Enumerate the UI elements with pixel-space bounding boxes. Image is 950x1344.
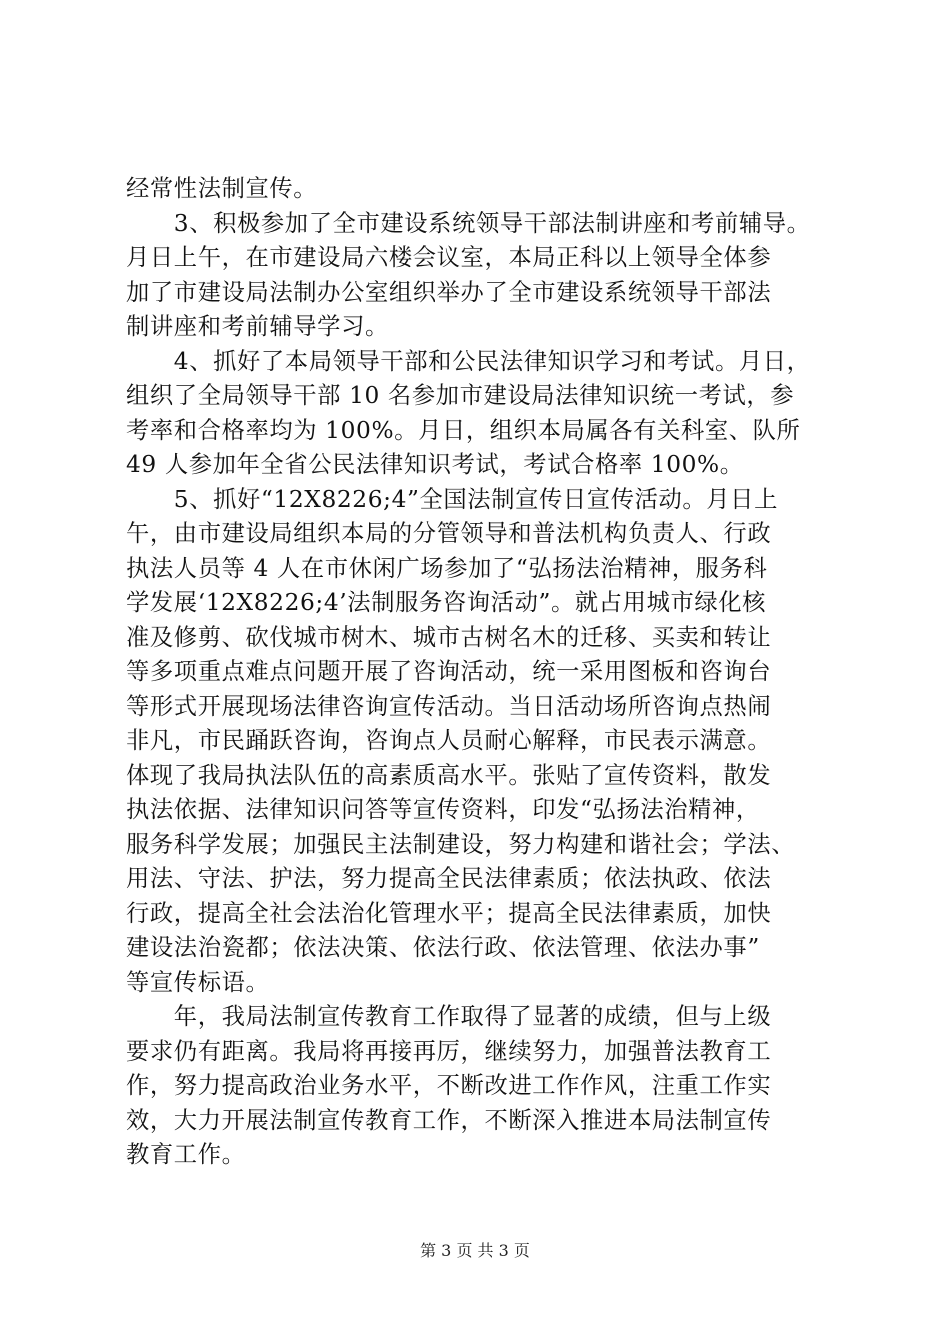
text-line: 建设法治瓷都；依法决策、依法行政、依法管理、依法办事” (126, 934, 760, 961)
text-line: 服务科学发展；加强民主法制建设，努力构建和谐社会；学法、 (126, 830, 796, 858)
text-line: 组织了全局领导干部 10 名参加市建设局法律知识统一考试，参 (126, 382, 795, 409)
text-line: 考率和合格率均为 100%。月日，组织本局属各有关科室、队所 (126, 416, 801, 444)
text-line: 学发展‘12X8226;4’法制服务咨询活动”。就占用城市绿化核 (126, 589, 767, 616)
text-line: 等多项重点难点问题开展了咨询活动，统一采用图板和咨询台 (126, 658, 772, 685)
text-line: 49 人参加年全省公民法律知识考试，考试合格率 100%。 (126, 451, 744, 478)
text-line: 等形式开展现场法律咨询宣传活动。当日活动场所咨询点热闹 (126, 692, 772, 720)
text-line: 教育工作。 (126, 1141, 246, 1168)
text-line: 加了市建设局法制办公室组织举办了全市建设系统领导干部法 (126, 278, 772, 306)
document-body (126, 172, 836, 1173)
text-line: 非凡，市民踊跃咨询，咨询点人员耐心解释，市民表示满意。 (126, 727, 772, 754)
text-line: 行政，提高全社会法治化管理水平；提高全民法律素质，加快 (126, 899, 772, 927)
text-line: 午，由市建设局组织本局的分管领导和普法机构负责人、行政 (126, 520, 772, 547)
text-line: 年，我局法制宣传教育工作取得了显著的成绩，但与上级 (126, 1003, 772, 1030)
text-line: 作，努力提高政治业务水平，不断改进工作作风，注重工作实 (126, 1072, 772, 1099)
text-line: 执法依据、法律知识问答等宣传资料，印发“弘扬法治精神， (126, 796, 760, 823)
text-line: 准及修剪、砍伐城市树木、城市古树名木的迁移、买卖和转让 (126, 623, 772, 651)
text-line: 效，大力开展法制宣传教育工作，不断深入推进本局法制宣传 (126, 1106, 772, 1134)
text-line: 制讲座和考前辅导学习。 (126, 313, 389, 340)
text-line: 4、抓好了本局领导干部和公民法律知识学习和考试。月日， (126, 347, 811, 375)
text-line: 用法、守法、护法，努力提高全民法律素质；依法执政、依法 (126, 865, 772, 892)
text-line: 执法人员等 4 人在市休闲广场参加了“弘扬法治精神，服务科 (126, 554, 768, 582)
text-line: 等宣传标语。 (126, 968, 270, 996)
text-line: 经常性法制宣传。 (126, 175, 318, 202)
text-line: 5、抓好“12X8226;4”全国法制宣传日宣传活动。月日上 (126, 485, 778, 513)
text-line: 月日上午，在市建设局六楼会议室，本局正科以上领导全体参 (126, 244, 772, 271)
text-line: 3、积极参加了全市建设系统领导干部法制讲座和考前辅导。 (126, 209, 811, 237)
text-line: 体现了我局执法队伍的高素质高水平。张贴了宣传资料，散发 (126, 761, 772, 789)
text-line: 要求仍有距离。我局将再接再厉，继续努力，加强普法教育工 (126, 1037, 772, 1065)
page-number-footer: 第 3 页 共 3 页 (420, 1241, 530, 1260)
